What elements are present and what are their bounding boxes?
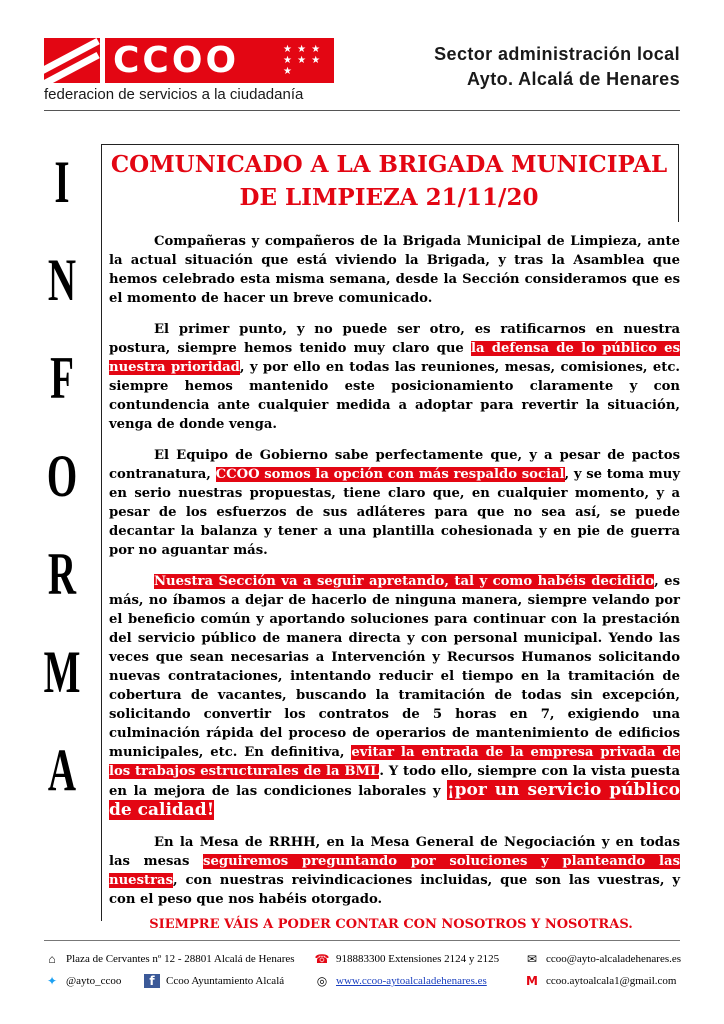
page-footer [44, 948, 684, 998]
footer-divider [44, 940, 680, 941]
paragraph-text: En la Mesa de RRHH, en la Mesa General de Negociación y en todas las mesas [109, 835, 680, 869]
logo-wordmark [105, 38, 334, 83]
highlighted-text: evitar la entrada de la empresa privada de los trabajos estructurales de la BML [109, 745, 680, 779]
phone-text: 918883300 Extensiones 2124 y 2125 [336, 953, 500, 965]
paragraph-text: El Equipo de Gobierno sabe perfectamente que, y a pesar de pactos contranatura, [109, 448, 680, 482]
informa-letter: M [43, 639, 81, 705]
informa-letter: N [47, 247, 77, 313]
footer-twitter[interactable] [44, 974, 121, 988]
footer-email-1[interactable] [524, 952, 681, 966]
paragraph-text: , y por ello en todas las reuniones, mesas, comisiones, etc. siempre hemos mantenido este posicionamiento claramente y con contundencia ante cualquier medida a adoptar para revertir la situación, venga de donde venga. [109, 360, 680, 432]
paragraph-3 [109, 446, 680, 560]
website-link[interactable]: www.ccoo-aytoalcaladehenares.es [336, 975, 487, 987]
informa-letter: F [50, 345, 74, 411]
logo-letters: CCOO [113, 40, 240, 81]
paragraph-1 [109, 232, 680, 308]
informa-vertical-word [22, 150, 102, 940]
federation-name: federacion de servicios a la ciudadanía [44, 86, 304, 103]
sector-line-2: Ayto. Alcalá de Henares [467, 69, 680, 89]
footer-email-2[interactable] [524, 974, 676, 988]
paragraph-text: . Y todo ello, siempre con la vista puesta en la mejora de las condiciones laborales y [109, 764, 681, 799]
footer-web[interactable] [314, 974, 487, 988]
email-text[interactable]: ccoo@ayto-alcaladehenares.es [546, 953, 682, 965]
email-text[interactable]: ccoo.aytoalcala1@gmail.com [546, 975, 677, 987]
paragraph-text: El primer punto, y no puede ser otro, es ratificarnos en nuestra postura, siempre hemos tenido muy claro que [109, 322, 680, 356]
title-line-2: DE LIMPIEZA 21/11/20 [239, 184, 539, 211]
twitter-icon: ✦ [46, 974, 58, 988]
informa-letter: A [47, 737, 77, 803]
footer-facebook[interactable] [144, 974, 284, 988]
globe-icon: ◎ [316, 974, 328, 988]
document-title [101, 148, 677, 214]
paragraph-5 [109, 833, 680, 909]
phone-icon: ☎ [314, 952, 330, 966]
page-header [0, 0, 724, 115]
logo-flag-icon [44, 38, 100, 83]
highlighted-text: Nuestra Sección va a seguir apretando, tal y como habéis decidido [154, 574, 655, 589]
header-divider [44, 110, 680, 111]
highlighted-text: CCOO somos la opción con más respaldo social [215, 467, 565, 482]
footer-address [44, 952, 295, 966]
sector-heading [434, 42, 680, 92]
informa-letter: I [54, 149, 70, 215]
ccoo-logo [44, 38, 334, 83]
gmail-icon: M [526, 974, 538, 988]
paragraph-4 [109, 572, 680, 821]
highlighted-text: la defensa de lo público es nuestra prioridad [109, 341, 680, 375]
footer-phone [314, 952, 499, 966]
informa-letter: O [46, 443, 78, 509]
title-line-1: COMUNICADO A LA BRIGADA MUNICIPAL [110, 151, 668, 178]
closing-slogan: SIEMPRE VÁIS A PODER CONTAR CON NOSOTROS Y NOSOTRAS. [149, 917, 633, 932]
highlighted-text: seguiremos preguntando por soluciones y planteando las nuestras [109, 854, 680, 888]
twitter-handle[interactable]: @ayto_ccoo [66, 975, 122, 987]
envelope-icon: ✉ [526, 952, 538, 966]
facebook-name[interactable]: Ccoo Ayuntamiento Alcalá [166, 975, 285, 987]
informa-letter: R [47, 541, 77, 607]
content-left-border [101, 221, 102, 921]
home-icon: ⌂ [48, 952, 56, 966]
paragraph-2 [109, 320, 680, 434]
paragraph-text: , y se toma muy en serio nuestras propuestas, tiene claro que, en cualquier momento, y a pesar de los esfuerzos de sus adláteres para que no sea así, se puede decantar la balanza y tener a una plantilla cohesionada y en pie de guerra por no aguantar más. [109, 467, 680, 558]
highlighted-text: ¡por un servicio público de calidad! [109, 780, 680, 820]
paragraph-text: , con nuestras reivindicaciones incluidas, que son las vuestras, y con el peso que nos habéis otorgado. [109, 873, 680, 907]
address-text: Plaza de Cervantes nº 12 - 28801 Alcalá de Henares [66, 953, 295, 965]
paragraph-text: Compañeras y compañeros de la Brigada Municipal de Limpieza, ante la actual situación que está viviendo la Brigada, y tras la Asamblea que hemos celebrado esta misma semana, desde la Sección consideramos que es el momento de hacer un breve comunicado. [109, 234, 680, 306]
facebook-icon: f [144, 974, 160, 988]
document-body [109, 232, 680, 921]
paragraph-text: , es más, no íbamos a dejar de hacerlo de ninguna manera, siempre velando por el beneficio común y aportando soluciones para continuar con la prestación del servicio público de manera directa y con personal municipal. Yendo las veces que sean necesarias a Intervención y Recursos Humanos solicitando nuevas contrataciones, intentando reducir el tiempo en la tramitación de cobertura de vacantes, buscando la tramitación de todas sin excepción, solicitando convertir los contratos de 5 horas en 7, exigiendo una culminación rápida del proceso de operarios de mantenimiento de edificios municipales, etc. En definitiva, [109, 574, 680, 760]
logo-stars-icon: ★ ★ ★ ★ ★ ★ ★ [283, 44, 322, 77]
sector-line-1: Sector administración local [434, 44, 680, 64]
